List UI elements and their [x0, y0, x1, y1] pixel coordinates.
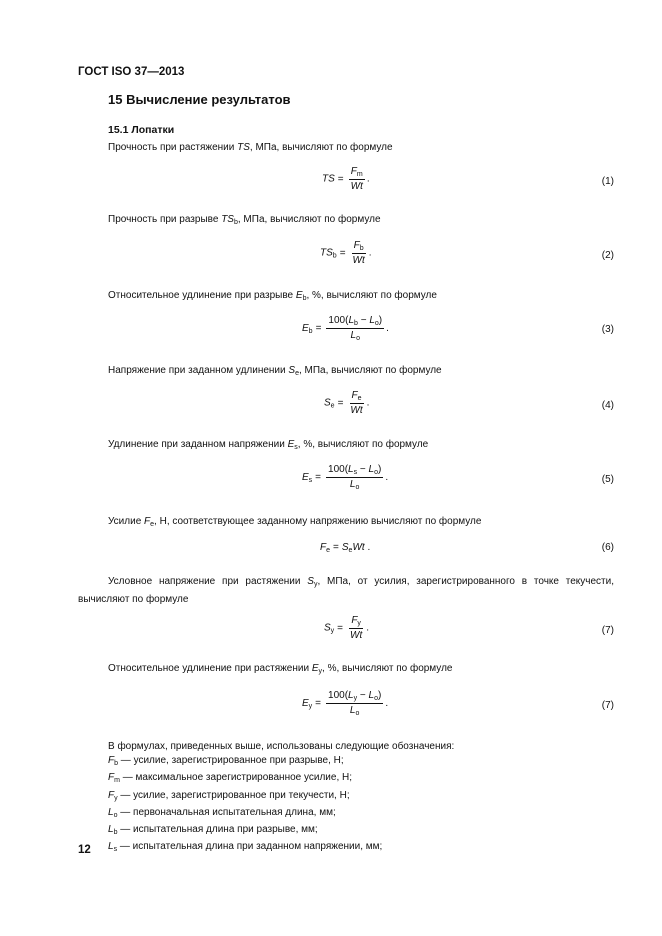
page-number: 12: [78, 844, 91, 856]
formula-2-intro: Прочность при разрыве $TS_b$, МПа, вычисляют по формуле: [108, 214, 381, 226]
formula-4-number: (4): [601, 400, 614, 411]
section-title: 15 Вычисление результатов: [108, 92, 291, 107]
formula-6-number: (6): [601, 542, 614, 553]
formula-8: $E_y$ = $\frac{100(L_y - L_o)}{L_o}$ .: [302, 690, 389, 717]
formula-7-intro: Условное напряжение при растяжении $S_y$, МПа, от усилия, зарегистрированного в точке текучести, вычисляют по формуле: [78, 576, 614, 605]
document-code: ГОСТ ISO 37—2013: [78, 66, 185, 78]
formula-8-intro: Относительное удлинение при растяжении $E_y$, %, вычисляют по формуле: [108, 663, 453, 675]
formula-1-intro: Прочность при растяжении TS, МПа, вычисляют по формуле: [108, 142, 393, 153]
legend-item: $F_m$ — максимальное зарегистрированное усилие, Н;: [108, 772, 352, 785]
formula-3-number: (3): [601, 324, 614, 335]
formula-6-intro: Усилие $F_e$, Н, соответствующее заданному напряжению вычисляют по формуле: [108, 516, 482, 528]
formula-7-number: (7): [601, 625, 614, 636]
subsection-title: 15.1 Лопатки: [108, 124, 175, 136]
formula-1: TS = $\frac{F_m}{Wt}$ .: [322, 166, 370, 192]
legend-item: $F_y$ — усилие, зарегистрированное при текучести, Н;: [108, 789, 350, 802]
legend-item: $L_b$ — испытательная длина при разрыве, мм;: [108, 824, 318, 837]
formula-5-intro: Удлинение при заданном напряжении $E_s$, %, вычисляют по формуле: [108, 439, 429, 451]
formula-2-number: (2): [601, 250, 614, 261]
formula-8-number: (7): [601, 700, 614, 711]
formula-1-number: (1): [601, 176, 614, 187]
formula-4: $S_e$ = $\frac{F_e}{Wt}$ .: [324, 390, 370, 416]
formula-7: $S_y$ = $\frac{F_y}{Wt}$ .: [324, 615, 370, 641]
formula-6: $F_e = S_eWt$ .: [320, 542, 371, 554]
symbols-legend: [108, 740, 454, 857]
formula-5-number: (5): [601, 474, 614, 485]
formula-2: $TS_b$ = $\frac{F_b}{Wt}$ .: [320, 240, 372, 266]
legend-item: $F_b$ — усилие, зарегистрированное при разрыве, Н;: [108, 755, 344, 768]
formula-3-intro: Относительное удлинение при разрыве $E_b$, %, вычисляют по формуле: [108, 290, 437, 302]
legend-item: $L_s$ — испытательная длина при заданном напряжении, мм;: [108, 841, 383, 854]
formula-3: $E_b$ = $\frac{100(L_b - L_o)}{L_o}$ .: [302, 315, 389, 342]
legend-item: $L_o$ — первоначальная испытательная длина, мм;: [108, 806, 336, 819]
formula-4-intro: Напряжение при заданном удлинении $S_e$, МПа, вычисляют по формуле: [108, 365, 442, 377]
formula-5: $E_s$ = $\frac{100(L_s - L_o)}{L_o}$ .: [302, 464, 389, 491]
legend-intro: В формулах, приведенных выше, использованы следующие обозначения:: [108, 741, 455, 752]
